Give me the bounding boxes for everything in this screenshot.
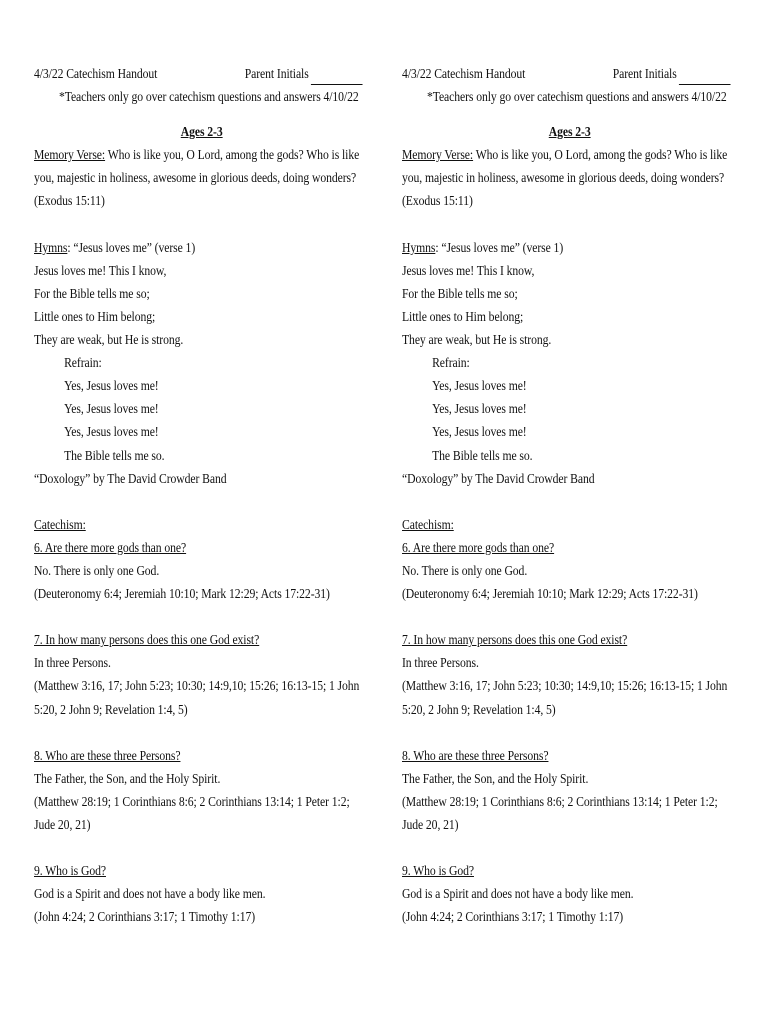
handout-column-left <box>34 62 360 928</box>
refs-9: (John 4:24; 2 Corinthians 3:17; 1 Timothy 1:17) <box>34 909 256 925</box>
handout-title: 4/3/22 Catechism Handout <box>34 66 158 81</box>
hymn-verse-line: Little ones to Him belong; <box>402 308 524 324</box>
answer-7: In three Persons. <box>34 655 111 671</box>
answer-6: No. There is only one God. <box>34 562 160 578</box>
refrain-line: Yes, Jesus loves me! <box>64 401 159 417</box>
memory-verse-label: Memory Verse: <box>34 147 106 163</box>
hymns-label: Hymns <box>34 239 68 255</box>
memory-verse-reference: (Exodus 15:11) <box>402 193 473 209</box>
memory-verse-reference: (Exodus 15:11) <box>34 193 105 209</box>
handout-title: 4/3/22 Catechism Handout <box>402 66 526 81</box>
hymn-verse-line: Little ones to Him belong; <box>34 308 156 324</box>
parent-initials: Parent Initials <box>245 62 363 85</box>
refrain-line: Yes, Jesus loves me! <box>64 378 159 394</box>
question-8: 8. Who are these three Persons? <box>402 747 549 763</box>
refs-8-line-2: Jude 20, 21) <box>34 817 91 832</box>
parent-initials-blank <box>679 69 731 85</box>
refrain-line: The Bible tells me so. <box>432 447 533 463</box>
hymn-verse-line: For the Bible tells me so; <box>34 285 150 301</box>
refs-7-line-1: (Matthew 3:16, 17; John 5:23; 10:30; 14:9,10; 15:26; 16:13-15; 1 John <box>402 678 728 694</box>
refrain-line: Yes, Jesus loves me! <box>432 378 527 394</box>
memory-verse-label: Memory Verse: <box>402 147 474 163</box>
parent-initials: Parent Initials <box>613 62 731 85</box>
hymn-verse-line: Jesus loves me! This I know, <box>402 262 535 278</box>
refs-7-line-2: 5:20, 2 John 9; Revelation 1:4, 5) <box>34 701 188 717</box>
age-group-heading: Ages 2-3 <box>180 124 223 140</box>
catechism-label: Catechism: <box>402 516 454 532</box>
memory-verse-line-1: Memory Verse: Who is like you, O Lord, among the gods? Who is like <box>402 147 728 163</box>
hymns-line: Hymns: “Jesus loves me” (verse 1) <box>34 239 196 255</box>
refs-7-line-1: (Matthew 3:16, 17; John 5:23; 10:30; 14:9,10; 15:26; 16:13-15; 1 John <box>34 678 360 694</box>
refrain-label: Refrain: <box>64 355 102 371</box>
parent-initials-blank <box>311 69 363 85</box>
hymn-verse-line: They are weak, but He is strong. <box>34 332 184 348</box>
memory-verse-line-1: Memory Verse: Who is like you, O Lord, among the gods? Who is like <box>34 147 360 163</box>
refs-6: (Deuteronomy 6:4; Jeremiah 10:10; Mark 12:29; Acts 17:22-31) <box>402 586 698 602</box>
refs-8-line-1: (Matthew 28:19; 1 Corinthians 8:6; 2 Corinthians 13:14; 1 Peter 1:2; <box>402 793 718 809</box>
question-9: 9. Who is God? <box>34 863 106 879</box>
hymn-verse-line: Jesus loves me! This I know, <box>34 262 167 278</box>
refs-8-line-2: Jude 20, 21) <box>402 817 459 832</box>
hymn-verse-line: They are weak, but He is strong. <box>402 332 552 348</box>
refs-6: (Deuteronomy 6:4; Jeremiah 10:10; Mark 12:29; Acts 17:22-31) <box>34 586 330 602</box>
answer-8: The Father, the Son, and the Holy Spirit. <box>402 770 589 786</box>
answer-9: God is a Spirit and does not have a body like men. <box>402 886 634 902</box>
catechism-label: Catechism: <box>34 516 86 532</box>
refrain-line: Yes, Jesus loves me! <box>432 401 527 417</box>
age-group-heading: Ages 2-3 <box>548 124 591 140</box>
question-6: 6. Are there more gods than one? <box>402 539 555 555</box>
question-7: 7. In how many persons does this one God exist? <box>402 632 628 648</box>
refrain-line: Yes, Jesus loves me! <box>64 424 159 440</box>
answer-6: No. There is only one God. <box>402 562 528 578</box>
question-6: 6. Are there more gods than one? <box>34 539 187 555</box>
question-7: 7. In how many persons does this one God exist? <box>34 632 260 648</box>
question-8: 8. Who are these three Persons? <box>34 747 181 763</box>
handout-column-right <box>402 62 728 928</box>
refrain-label: Refrain: <box>432 355 470 371</box>
refs-9: (John 4:24; 2 Corinthians 3:17; 1 Timothy 1:17) <box>402 909 624 925</box>
question-9: 9. Who is God? <box>402 863 474 879</box>
answer-7: In three Persons. <box>402 655 479 671</box>
refs-7-line-2: 5:20, 2 John 9; Revelation 1:4, 5) <box>402 701 556 717</box>
header-row <box>34 62 369 85</box>
doxology-line: “Doxology” by The David Crowder Band <box>402 470 595 486</box>
hymns-label: Hymns <box>402 239 436 255</box>
answer-9: God is a Spirit and does not have a body like men. <box>34 886 266 902</box>
memory-verse-line-2: you, majestic in holiness, awesome in glorious deeds, doing wonders? <box>402 170 725 186</box>
doxology-line: “Doxology” by The David Crowder Band <box>34 470 227 486</box>
hymn-verse-line: For the Bible tells me so; <box>402 285 518 301</box>
memory-verse-line-2: you, majestic in holiness, awesome in glorious deeds, doing wonders? <box>34 170 357 186</box>
teachers-note: *Teachers only go over catechism questions and answers 4/10/22 <box>426 89 727 105</box>
refrain-line: The Bible tells me so. <box>64 447 165 463</box>
refs-8-line-1: (Matthew 28:19; 1 Corinthians 8:6; 2 Corinthians 13:14; 1 Peter 1:2; <box>34 793 350 809</box>
answer-8: The Father, the Son, and the Holy Spirit. <box>34 770 221 786</box>
refrain-line: Yes, Jesus loves me! <box>432 424 527 440</box>
teachers-note: *Teachers only go over catechism questions and answers 4/10/22 <box>58 89 359 105</box>
hymns-line: Hymns: “Jesus loves me” (verse 1) <box>402 239 564 255</box>
header-row <box>402 62 737 85</box>
